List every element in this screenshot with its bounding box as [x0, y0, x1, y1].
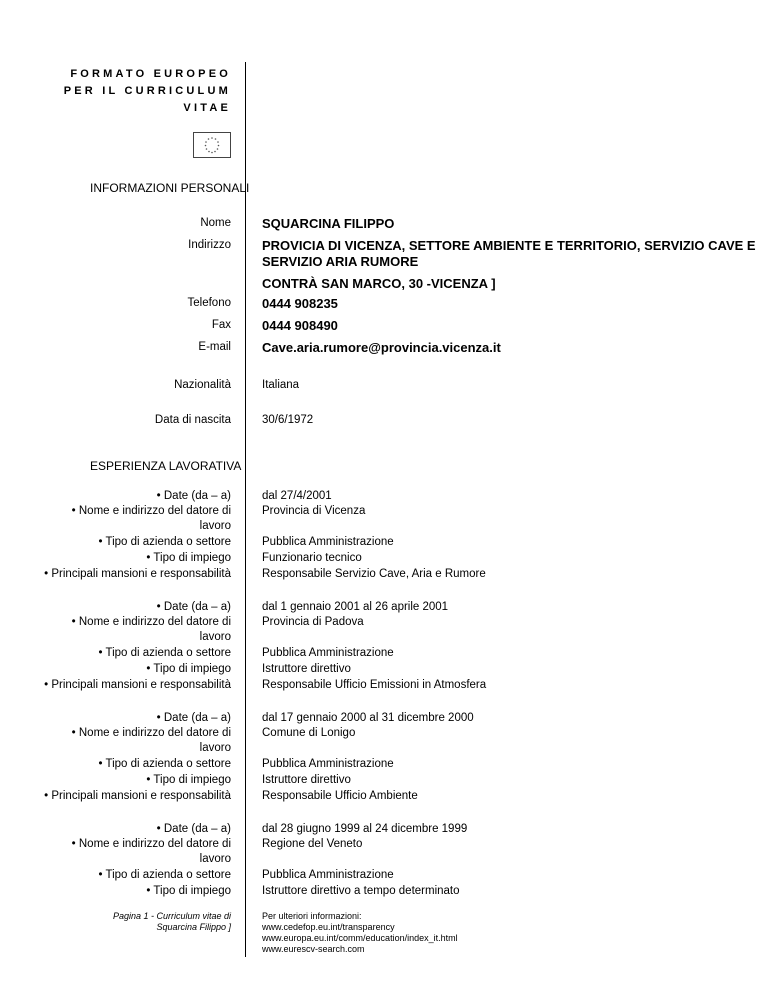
entry4-employer: Regione del Veneto — [262, 838, 363, 850]
entry3-sector: Pubblica Amministrazione — [262, 758, 394, 770]
section-work-title: ESPERIENZA LAVORATIVA — [90, 459, 242, 473]
document-title — [64, 66, 231, 117]
birth-value: 30/6/1972 — [262, 414, 314, 426]
footer-info-title: Per ulteriori informazioni: — [262, 911, 362, 921]
address-line-1: PROVICIA DI VICENZA, SETTORE AMBIENTE E TERRITORIO, SERVIZIO CAVE E — [262, 238, 756, 253]
entry2-employer-label: • Nome e indirizzo del datore di — [71, 616, 231, 628]
entry1-jobtype-label: • Tipo di impiego — [146, 552, 231, 564]
phone-value: 0444 908235 — [262, 296, 338, 311]
entry4-employer-label-2: lavoro — [199, 853, 231, 865]
entry2-employer: Provincia di Padova — [262, 616, 364, 628]
entry1-employer-label-2: lavoro — [199, 520, 231, 532]
fax-value: 0444 908490 — [262, 318, 338, 333]
nationality-label: Nazionalità — [174, 379, 231, 391]
entry2-employer-label-2: lavoro — [199, 631, 231, 643]
entry3-employer-label-2: lavoro — [199, 742, 231, 754]
email-label: E-mail — [198, 341, 231, 353]
entry3-sector-label: • Tipo di azienda o settore — [98, 758, 231, 770]
entry3-employer-label: • Nome e indirizzo del datore di — [71, 727, 231, 739]
address-line-2: SERVIZIO ARIA RUMORE — [262, 254, 419, 269]
name-value: SQUARCINA FILIPPO — [262, 216, 395, 231]
entry3-date: dal 17 gennaio 2000 al 31 dicembre 2000 — [262, 712, 474, 724]
entry1-employer-label: • Nome e indirizzo del datore di — [71, 505, 231, 517]
entry1-duties: Responsabile Servizio Cave, Aria e Rumore — [262, 568, 486, 580]
entry4-jobtype: Istruttore direttivo a tempo determinato — [262, 885, 460, 897]
column-divider — [245, 62, 246, 957]
section-work-experience — [90, 459, 241, 473]
entry4-sector-label: • Tipo di azienda o settore — [98, 869, 231, 881]
entry4-sector: Pubblica Amministrazione — [262, 869, 394, 881]
entry2-duties-label: • Principali mansioni e responsabilità — [44, 679, 231, 691]
entry2-sector-label: • Tipo di azienda o settore — [98, 647, 231, 659]
name-label: Nome — [200, 217, 231, 229]
entry3-duties: Responsabile Ufficio Ambiente — [262, 790, 418, 802]
footer-page-line-1: Pagina 1 - Curriculum vitae di — [112, 911, 231, 921]
eu-flag-icon — [193, 132, 231, 158]
entry3-jobtype: Istruttore direttivo — [262, 774, 351, 786]
section-personal-title: INFORMAZIONI PERSONALI — [90, 181, 250, 195]
entry2-duties: Responsabile Ufficio Emissioni in Atmosfera — [262, 679, 487, 691]
footer-info-links — [262, 911, 458, 955]
footer-link-eurescv[interactable]: www.eurescv-search.com — [262, 944, 365, 954]
entry3-employer: Comune di Lonigo — [262, 727, 356, 739]
footer-page-info — [113, 911, 231, 933]
entry1-date: dal 27/4/2001 — [262, 490, 332, 502]
birth-label: Data di nascita — [154, 414, 231, 426]
footer-page-line-2: Squarcina Filippo ] — [156, 922, 231, 932]
address-line-3: CONTRÀ SAN MARCO, 30 -VICENZA ] — [262, 276, 496, 291]
footer-link-cedefop[interactable]: www.cedefop.eu.int/transparency — [262, 922, 395, 932]
nationality-value: Italiana — [262, 379, 300, 391]
title-line-1: FORMATO EUROPEO — [70, 68, 231, 80]
entry2-jobtype: Istruttore direttivo — [262, 663, 351, 675]
title-line-3: VITAE — [183, 102, 231, 114]
entry1-jobtype: Funzionario tecnico — [262, 552, 362, 564]
entry3-date-label: • Date (da – a) — [156, 712, 231, 724]
entry1-duties-label: • Principali mansioni e responsabilità — [44, 568, 231, 580]
entry4-jobtype-label: • Tipo di impiego — [146, 885, 231, 897]
entry1-sector-label: • Tipo di azienda o settore — [98, 536, 231, 548]
entry2-jobtype-label: • Tipo di impiego — [146, 663, 231, 675]
entry4-date: dal 28 giugno 1999 al 24 dicembre 1999 — [262, 823, 468, 835]
title-line-2: PER IL CURRICULUM — [63, 85, 231, 97]
entry1-date-label: • Date (da – a) — [156, 490, 231, 502]
entry4-employer-label: • Nome e indirizzo del datore di — [71, 838, 231, 850]
email-value: Cave.aria.rumore@provincia.vicenza.it — [262, 340, 501, 355]
entry2-date: dal 1 gennaio 2001 al 26 aprile 2001 — [262, 601, 449, 613]
entry2-sector: Pubblica Amministrazione — [262, 647, 394, 659]
address-label: Indirizzo — [188, 239, 231, 251]
entry1-employer: Provincia di Vicenza — [262, 505, 366, 517]
entry3-duties-label: • Principali mansioni e responsabilità — [44, 790, 231, 802]
footer-link-europa[interactable]: www.europa.eu.int/comm/education/index_it.html — [262, 933, 458, 943]
entry3-jobtype-label: • Tipo di impiego — [146, 774, 231, 786]
entry4-date-label: • Date (da – a) — [156, 823, 231, 835]
fax-label: Fax — [211, 319, 231, 331]
entry2-date-label: • Date (da – a) — [156, 601, 231, 613]
section-personal-info — [90, 181, 249, 195]
entry1-sector: Pubblica Amministrazione — [262, 536, 394, 548]
phone-label: Telefono — [187, 297, 231, 309]
